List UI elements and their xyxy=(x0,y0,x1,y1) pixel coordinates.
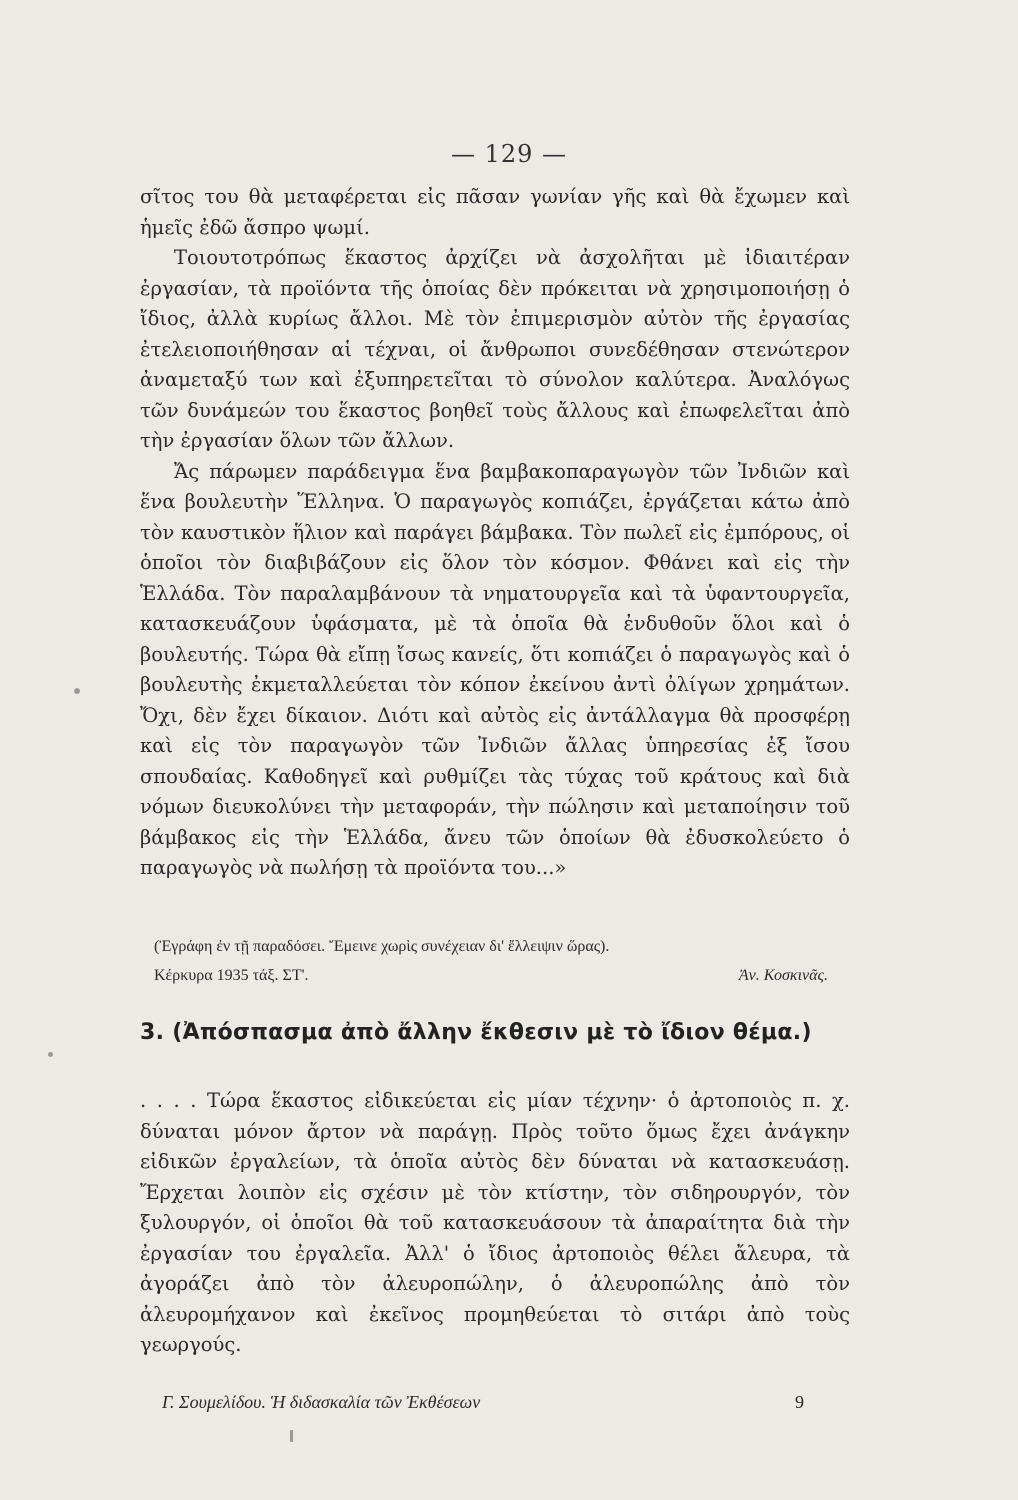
paragraph-baker-example: . . . . Τώρα ἕκαστος εἰδικεύεται εἰς μίαν τέχνην· ὁ ἀρτοποιὸς π. χ. δύναται μόνον ἄρτον νὰ παράγῃ. Πρὸς τοῦτο ὅμως ἔχει ἀνάγκην εἰδικῶν ἐργαλείων, τὰ ὁποῖα αὐτὸς δὲν δύναται νὰ κατασκευάσῃ. Ἔρχεται λοιπὸν εἰς σχέσιν μὲ τὸν κτίστην, τὸν σιδηρουργόν, τὸν ξυλουργόν, οἱ ὁποῖοι θὰ τοῦ κατασκευάσουν τὰ ἀπαραίτητα διὰ τὴν ἐργασίαν του ἐργαλεῖα. Ἀλλ' ὁ ἴδιος ἀρτοποιὸς θέλει ἄλευρα, τὰ ἀγοράζει ἀπὸ τὸν ἀλευροπώλην, ὁ ἀλευροπώλης ἀπὸ τὸν ἀλευρομήχανον καὶ ἐκεῖνος προμηθεύεται τὸ σιτάρι ἀπὸ τοὺς γεωργούς. xyxy=(140,1089,850,1356)
footer-book-title: Γ. Σουμελίδου. Ἡ διδασκαλία τῶν Ἐκθέσεων xyxy=(162,1392,481,1412)
page-number: — 129 — xyxy=(450,140,568,168)
paper-speck xyxy=(48,1052,53,1057)
footer-signature-number: 9 xyxy=(795,1392,804,1412)
citation-note xyxy=(154,932,854,990)
section-heading: 3. (Ἀπόσπασμα ἀπὸ ἄλλην ἔκθεσιν μὲ τὸ ἴδιον θέμα.) xyxy=(140,1020,812,1045)
page-footer xyxy=(162,1392,804,1413)
paragraph-cotton-example: Ἄς πάρωμεν παράδειγμα ἕνα βαμβακοπαραγωγὸν τῶν Ἰνδιῶν καὶ ἕνα βουλευτὴν Ἕλληνα. Ὁ παραγωγὸς κοπιάζει, ἐργάζεται κάτω ἀπὸ τὸν καυστικὸν ἥλιον καὶ παράγει βάμβακα. Τὸν πωλεῖ εἰς ἐμπόρους, οἱ ὁποῖοι τὸν διαβιβάζουν εἰς ὅλον τὸν κόσμον. Φθάνει καὶ εἰς τὴν Ἑλλάδα. Τὸν παραλαμβάνουν τὰ νηματουργεῖα καὶ τὰ ὑφαντουργεῖα, κατασκευάζουν ὑφάσματα, μὲ τὰ ὁποῖα θὰ ἐνδυθοῦν ὅλοι καὶ ὁ βουλευτής. Τώρα θὰ εἴπῃ ἴσως κανείς, ὅτι κοπιάζει ὁ παραγωγὸς καὶ ὁ βουλευτὴς ἐκμεταλλεύεται τὸν κόπον ἐκείνου ἀντὶ ὀλίγων χρημάτων. Ὄχι, δὲν ἔχει δίκαιον. Διότι καὶ αὐτὸς εἰς ἀντάλλαγμα θὰ προσφέρῃ καὶ εἰς τὸν παραγωγὸν τῶν Ἰνδιῶν ἄλλας ὑπηρεσίας ἐξ ἴσου σπουδαίας. Καθοδηγεῖ καὶ ρυθμίζει τὰς τύχας τοῦ κράτους καὶ διὰ νόμων διευκολύνει τὴν μεταφοράν, τὴν πώλησιν καὶ μεταποίησιν τοῦ βάμβακος εἰς τὴν Ἑλλάδα, ἄνευ τῶν ὁποίων θὰ ἐδυσκολεύετο ὁ παραγωγὸς νὰ πωλήσῃ τὰ προϊόντα του...» xyxy=(140,459,850,879)
main-text-block xyxy=(140,182,850,884)
citation-author: Ἀν. Κοσκινᾶς. xyxy=(738,967,828,984)
citation-line: (Ἐγράφη ἐν τῇ παραδόσει. Ἔμεινε χωρὶς συνέχειαν δι' ἔλλειψιν ὥρας). xyxy=(154,938,610,955)
citation-place-date: Κέρκυρα 1935 τάξ. ΣΤ'. xyxy=(154,967,309,984)
excerpt-text-block xyxy=(140,1086,850,1361)
paper-speck xyxy=(74,688,80,694)
paragraph-division-of-labor: Τοιουτοτρόπως ἕκαστος ἀρχίζει νὰ ἀσχολῆται μὲ ἰδιαιτέραν ἐργασίαν, τὰ προϊόντα τῆς ὁποίας δὲν πρόκειται νὰ χρησιμοποιήσῃ ὁ ἴδιος, ἀλλὰ κυρίως ἄλλοι. Μὲ τὸν ἐπιμερισμὸν αὐτὸν τῆς ἐργασίας ἐτελειοποιήθησαν αἱ τέχναι, οἱ ἄνθρωποι συνεδέθησαν στενώτερον ἀναμεταξύ των καὶ ἐξυπηρετεῖται τὸ σύνολον καλύτερα. Ἀναλόγως τῶν δυνάμεών του ἕκαστος βοηθεῖ τοὺς ἄλλους καὶ ἐπωφελεῖται ἀπὸ τὴν ἐργασίαν ὅλων τῶν ἄλλων. xyxy=(140,246,850,452)
citation-signature-row xyxy=(154,961,854,990)
paragraph-continuation: σῖτος του θὰ μεταφέρεται εἰς πᾶσαν γωνίαν γῆς καὶ θὰ ἔχωμεν καὶ ἡμεῖς ἐδῶ ἄσπρο ψωμί. xyxy=(140,185,850,239)
paper-speck xyxy=(290,1430,293,1442)
